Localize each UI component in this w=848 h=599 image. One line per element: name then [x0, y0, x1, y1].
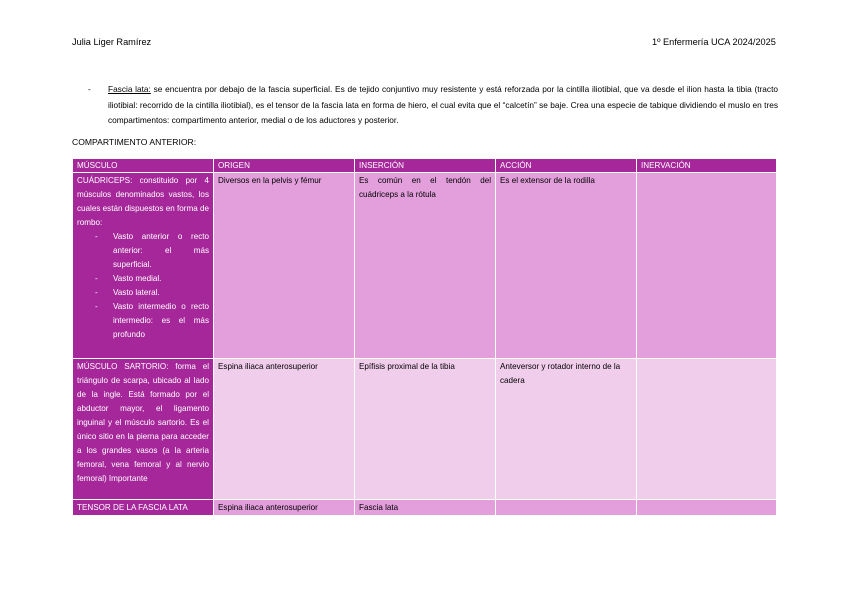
innervation-cell [637, 500, 777, 516]
list-item: - Vasto medial. [113, 272, 209, 286]
header-musculo: MÚSCULO [73, 159, 214, 173]
vastos-list [77, 230, 209, 342]
origin-cell: Espina iliaca anterosuperior [214, 359, 355, 500]
origin-cell: Espina iliaca anterosuperior [214, 500, 355, 516]
insertion-cell: Es común en el tendón del cuádriceps a la rótula [355, 173, 496, 359]
bullet-term: Fascia lata: [108, 84, 151, 94]
header-course: 1º Enfermería UCA 2024/2025 [652, 37, 776, 47]
action-cell: Es el extensor de la rodilla [496, 173, 637, 359]
header-origen: ORIGEN [214, 159, 355, 173]
table-row [73, 359, 777, 500]
muscle-description: CUÁDRICEPS: constituido por 4 músculos denominados vastos, los cuales están dispuestos en forma de rombo: [77, 176, 209, 227]
bullet-body: se encuentra por debajo de la fascia superficial. Es de tejido conjuntivo muy resistente y está reforzada por la cintilla iliotibial, que va desde el ilion hasta la tibia (tracto iliotibial: recorrido de la cintilla iliotibial), es el tensor de la fascia lata en forma de hiero, el cual evita que el “calcetín” se baje. Crea una especie de tabique dividiendo el muslo en tres compartimentos: compartimento anterior, medial o de los aductores y posterior. [108, 84, 778, 125]
bullet-dash: - [88, 84, 91, 94]
header-author: Julia Liger Ramírez [72, 37, 152, 47]
action-cell: Anteversor y rotador interno de la cadera [496, 359, 637, 500]
section-title: COMPARTIMENTO ANTERIOR: [72, 137, 197, 147]
muscle-cell: MÚSCULO SARTORIO: forma el triángulo de scarpa, ubicado al lado de la ingle. Está formado por el abductor mayor, el ligamento inguinal y el músculo sartorio. Es el único sitio en la pierna para acceder a los grandes vasos (a la arteria femoral, vena femoral y al nervio femoral) Importante [73, 359, 214, 500]
header-insercion: INSERCIÓN [355, 159, 496, 173]
fascia-lata-bullet [88, 82, 778, 129]
table-header-row [73, 159, 777, 173]
table-row [73, 500, 777, 516]
muscle-table [72, 158, 777, 516]
insertion-cell: Epífisis proximal de la tibia [355, 359, 496, 500]
innervation-cell [637, 173, 777, 359]
list-item: - Vasto anterior o recto anterior: el más superficial. [113, 230, 209, 272]
list-item: - Vasto lateral. [113, 286, 209, 300]
bullet-paragraph [108, 82, 778, 129]
list-item: - Vasto intermedio o recto intermedio: es el más profundo [113, 300, 209, 342]
muscle-cell: TENSOR DE LA FASCIA LATA [73, 500, 214, 516]
origin-cell: Diversos en la pelvis y fémur [214, 173, 355, 359]
action-cell [496, 500, 637, 516]
header-inervacion: INERVACIÓN [637, 159, 777, 173]
header-accion: ACCIÓN [496, 159, 637, 173]
innervation-cell [637, 359, 777, 500]
insertion-cell: Fascia lata [355, 500, 496, 516]
table-row [73, 173, 777, 359]
muscle-cell [73, 173, 214, 359]
